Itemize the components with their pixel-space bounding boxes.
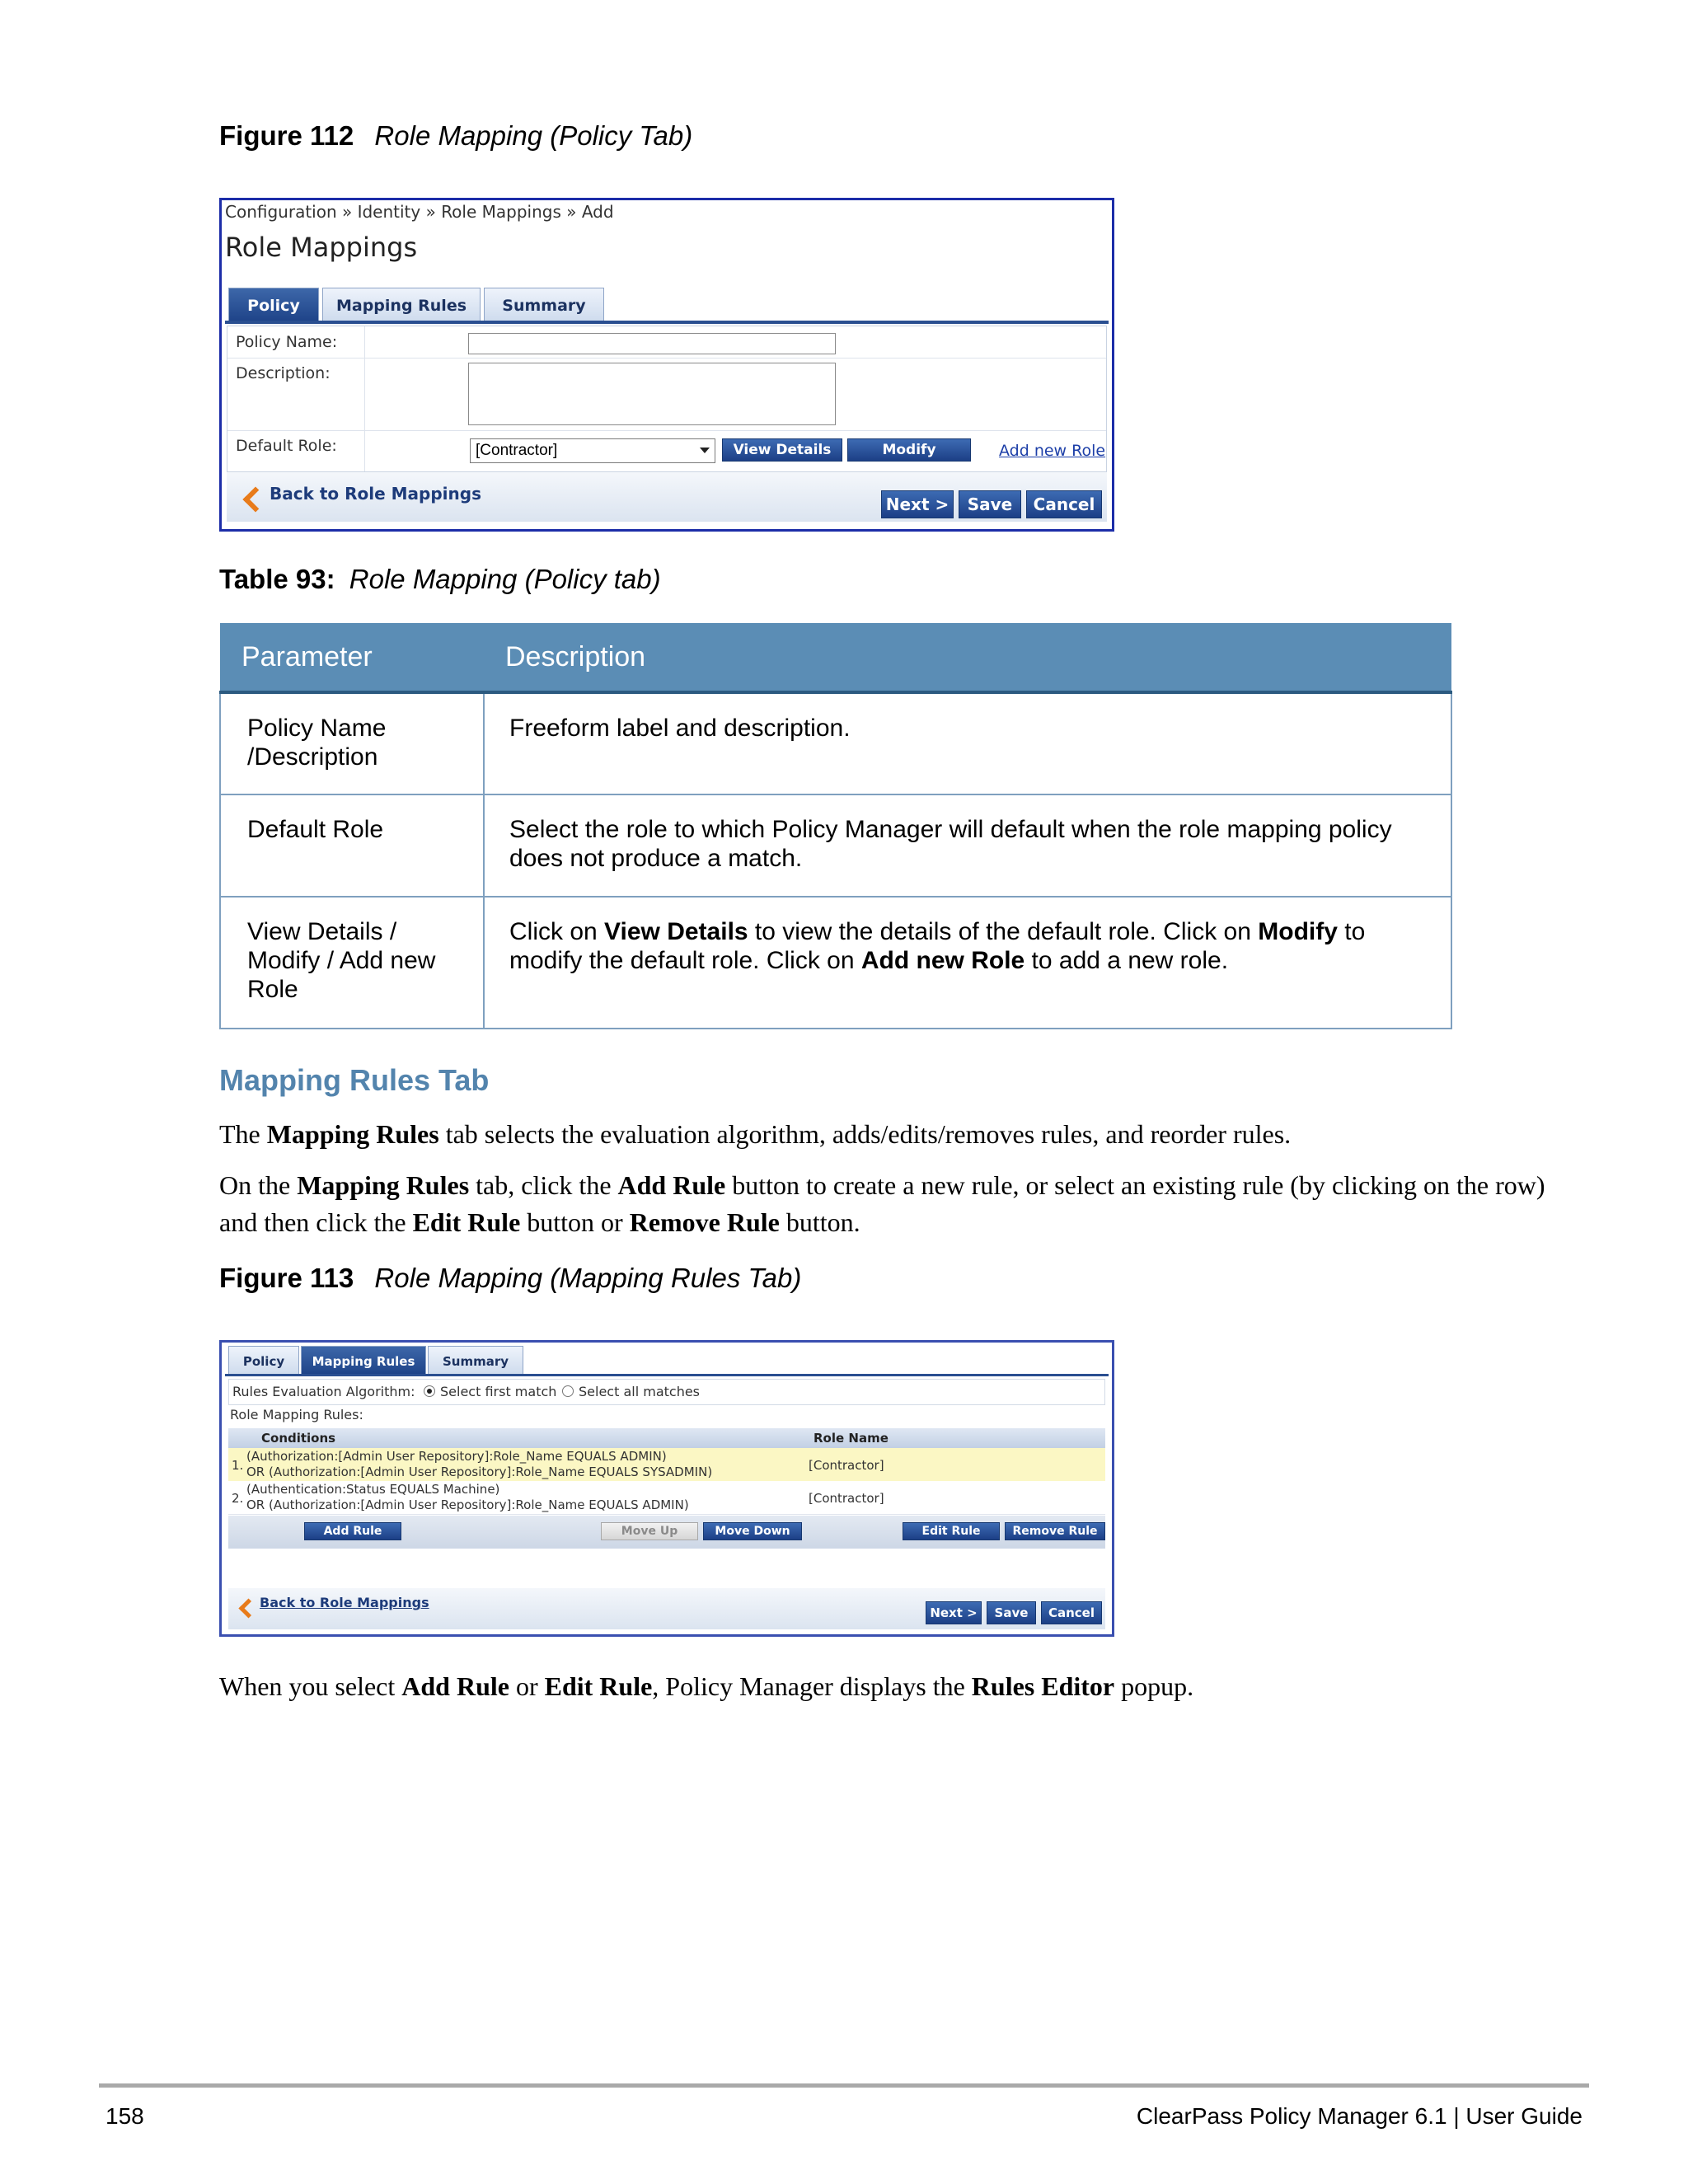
text: button. — [779, 1207, 860, 1237]
tab-bar — [228, 1346, 574, 1374]
page-title: Role Mappings — [225, 232, 418, 263]
cancel-button[interactable]: Cancel — [1041, 1601, 1102, 1624]
tab-divider — [225, 1374, 1109, 1376]
table-row — [220, 897, 1451, 1029]
edit-rule-button[interactable]: Edit Rule — [903, 1522, 1000, 1540]
description-text: to add a new role. — [1025, 947, 1229, 974]
footer-divider — [99, 2083, 1589, 2088]
rules-header — [228, 1428, 1105, 1448]
header-parameter: Parameter — [220, 623, 484, 692]
move-down-button[interactable]: Move Down — [703, 1522, 802, 1540]
description-textarea[interactable] — [468, 363, 836, 425]
back-chevron-icon — [238, 1598, 258, 1618]
figure-113-caption — [219, 1263, 801, 1294]
text-bold: Rules Editor — [971, 1671, 1115, 1701]
tab-policy[interactable]: Policy — [228, 288, 319, 321]
back-chevron-icon — [242, 486, 268, 512]
figure-number: Figure 113 — [219, 1263, 354, 1293]
rule-role: [Contractor] — [809, 1491, 884, 1506]
table-header-row — [220, 623, 1451, 692]
back-to-role-mappings-link[interactable]: Back to Role Mappings — [260, 1595, 429, 1610]
first-match-label: Select first match — [440, 1384, 557, 1399]
description-row — [227, 358, 1106, 431]
rule-number: 2. — [232, 1491, 244, 1506]
radio-all-matches[interactable] — [562, 1385, 574, 1397]
policy-name-label: Policy Name: — [236, 333, 338, 351]
parameter-cell — [220, 794, 484, 897]
rule-condition: OR (Authorization:[Admin User Repository]:Role_Name EQUALS ADMIN) — [246, 1497, 689, 1512]
back-to-role-mappings-link[interactable]: Back to Role Mappings — [270, 484, 481, 504]
conditions-header: Conditions — [261, 1431, 336, 1446]
text: button or — [520, 1207, 630, 1237]
text-bold: Mapping Rules — [297, 1170, 470, 1200]
parameter-table — [219, 623, 1452, 1029]
text: tab selects the evaluation algorithm, adds/edits/removes rules, and reorder rules. — [438, 1119, 1292, 1149]
rule-condition: (Authorization:[Admin User Repository]:Role_Name EQUALS ADMIN) — [246, 1449, 667, 1464]
move-up-button[interactable]: Move Up — [601, 1522, 698, 1540]
parameter-text: Role — [247, 976, 298, 1003]
description-bold: View Details — [604, 918, 748, 945]
table-title: Role Mapping (Policy tab) — [349, 564, 661, 594]
breadcrumb: Configuration » Identity » Role Mappings » Add — [225, 202, 614, 222]
rules-label: Role Mapping Rules: — [230, 1407, 363, 1422]
view-details-button[interactable]: View Details — [722, 438, 842, 462]
description-text: Click on — [509, 918, 605, 945]
column-divider — [364, 430, 365, 471]
column-divider — [364, 326, 365, 358]
text-bold: Add Rule — [401, 1671, 509, 1701]
remove-rule-button[interactable]: Remove Rule — [1005, 1522, 1105, 1540]
policy-name-row — [227, 326, 1106, 359]
parameter-cell — [220, 897, 484, 1029]
text-bold: Mapping Rules — [266, 1119, 439, 1149]
figure-112-caption — [219, 120, 692, 152]
form-footer — [228, 1588, 1105, 1629]
description-cell: Freeform label and description. — [484, 692, 1451, 794]
rules-toolbar — [228, 1516, 1105, 1549]
document-title: ClearPass Policy Manager 6.1 | User Guide — [1136, 2103, 1582, 2129]
description-bold: Add new Role — [860, 947, 1025, 974]
table-row[interactable] — [228, 1481, 1105, 1515]
rule-condition: (Authentication:Status EQUALS Machine) — [246, 1482, 500, 1497]
description-cell: Select the role to which Policy Manager will default when the role mapping policy does not produce a match. — [484, 794, 1451, 897]
text: popup. — [1114, 1671, 1194, 1701]
parameter-cell — [220, 692, 484, 794]
text: , Policy Manager displays the — [652, 1671, 972, 1701]
parameter-text: Default Role — [247, 816, 384, 843]
figure-number: Figure 112 — [219, 120, 354, 151]
text-bold: Edit Rule — [412, 1207, 521, 1237]
add-new-role-link[interactable]: Add new Role — [999, 442, 1106, 460]
parameter-text: View Details / — [247, 918, 397, 945]
text: or — [509, 1671, 545, 1701]
section-heading: Mapping Rules Tab — [219, 1063, 490, 1097]
paragraph-2 — [219, 1167, 1571, 1241]
policy-name-input[interactable] — [468, 333, 836, 354]
header-description: Description — [484, 623, 1451, 692]
table-number: Table 93: — [219, 564, 335, 594]
text: tab, click the — [469, 1170, 618, 1200]
parameter-text: /Description — [247, 743, 378, 771]
algorithm-label: Rules Evaluation Algorithm: — [232, 1384, 415, 1399]
save-button[interactable]: Save — [987, 1601, 1036, 1624]
text: When you select — [219, 1671, 402, 1701]
algorithm-row — [228, 1379, 1105, 1405]
tab-mapping-rules[interactable]: Mapping Rules — [301, 1346, 426, 1374]
parameter-text: Modify / Add new — [247, 947, 436, 974]
default-role-value: [Contractor] — [476, 442, 558, 459]
tab-bar — [228, 288, 640, 321]
table-row — [220, 794, 1451, 897]
table-row[interactable] — [228, 1448, 1105, 1482]
description-text: to modify the default role. Click on — [509, 918, 1366, 974]
tab-policy[interactable]: Policy — [228, 1346, 299, 1374]
closing-paragraph — [219, 1668, 1571, 1705]
rule-condition: OR (Authorization:[Admin User Repository]:Role_Name EQUALS SYSADMIN) — [246, 1465, 713, 1479]
tab-mapping-rules[interactable]: Mapping Rules — [322, 288, 481, 321]
description-cell — [484, 897, 1451, 1029]
text-bold: Remove Rule — [629, 1207, 780, 1237]
policy-form — [227, 326, 1107, 472]
parameter-text: Policy Name — [247, 715, 387, 742]
description-bold: Modify — [1258, 918, 1338, 945]
tab-divider — [225, 321, 1109, 324]
role-mappings-policy-screenshot — [219, 198, 1114, 532]
all-matches-label: Select all matches — [579, 1384, 701, 1399]
figure-title: Role Mapping (Mapping Rules Tab) — [374, 1263, 802, 1293]
chevron-down-icon — [700, 448, 710, 453]
rule-role: [Contractor] — [809, 1458, 884, 1473]
next-button[interactable]: Next > — [926, 1601, 982, 1624]
page-number: 158 — [106, 2103, 144, 2129]
next-button[interactable]: Next > — [881, 490, 954, 518]
radio-first-match[interactable] — [424, 1385, 435, 1397]
column-divider — [364, 358, 365, 430]
table-93-caption — [219, 564, 661, 595]
figure-title: Role Mapping (Policy Tab) — [374, 120, 693, 151]
text: On the — [219, 1170, 298, 1200]
role-mappings-rules-screenshot — [219, 1340, 1114, 1637]
form-footer — [227, 472, 1107, 522]
description-text: to view the details of the default role. Click on — [748, 918, 1259, 945]
tab-summary[interactable]: Summary — [484, 288, 604, 321]
tab-summary[interactable]: Summary — [428, 1346, 523, 1374]
default-role-label: Default Role: — [236, 437, 337, 455]
text-bold: Add Rule — [617, 1170, 726, 1200]
modify-button[interactable]: Modify — [847, 438, 971, 462]
text: button to create a new rule, or select an existing rule (by clicking on the row) and then click the — [219, 1170, 1545, 1237]
paragraph-1 — [219, 1116, 1571, 1153]
rule-number: 1. — [232, 1458, 244, 1473]
description-label: Description: — [236, 364, 331, 382]
cancel-button[interactable]: Cancel — [1026, 490, 1102, 518]
add-rule-button[interactable]: Add Rule — [304, 1522, 401, 1540]
default-role-row — [227, 430, 1106, 471]
default-role-select[interactable] — [470, 438, 715, 463]
save-button[interactable]: Save — [959, 490, 1021, 518]
role-name-header: Role Name — [814, 1431, 889, 1446]
table-row — [220, 692, 1451, 794]
text: The — [219, 1119, 267, 1149]
text-bold: Edit Rule — [544, 1671, 653, 1701]
